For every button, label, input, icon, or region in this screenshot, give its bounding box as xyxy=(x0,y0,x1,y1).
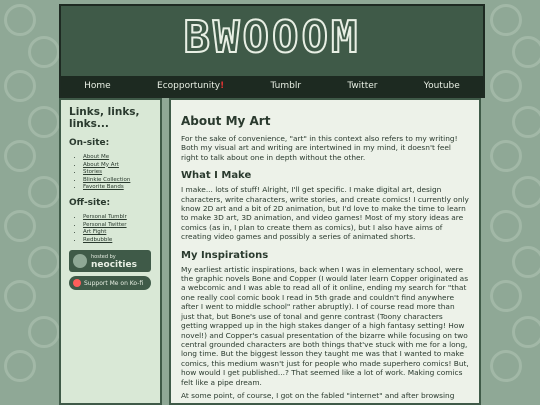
link-personal-tumblr[interactable]: Personal Tumblr xyxy=(83,213,127,220)
nav-youtube[interactable]: Youtube xyxy=(423,81,460,91)
page-title: About My Art xyxy=(181,114,271,128)
neocities-badge[interactable] xyxy=(69,250,151,272)
neocities-text xyxy=(91,253,137,269)
link-redbubble[interactable]: Redbubble xyxy=(83,236,113,243)
nav-ecopportunity-label: Ecopportunity xyxy=(157,81,221,91)
new-mark: ! xyxy=(220,81,225,91)
section-heading-what: What I Make xyxy=(181,170,252,182)
more-paragraph: At some point, of course, I got on the fabled "internet" and after browsing xyxy=(181,390,455,400)
link-stories[interactable]: Stories xyxy=(83,169,103,176)
what-paragraph: I make... lots of stuff! Alright, I'll get specific. I make digital art, design characters, write characters, write stories, and create comics! I currently only know 2D art and a bit of 2D animation, but I'd love to make the time to learn to make 3D art, 3D animation, and video games! Most of my story ideas are comics (as in, I plan to create them as comics), but I also have aims of creating video games and possibly a series of animated shorts. xyxy=(181,185,469,242)
main-nav xyxy=(61,76,483,96)
neocities-hosted-by: hosted by xyxy=(91,254,116,261)
offsite-list xyxy=(69,214,152,244)
link-favorite-bands[interactable]: Favorite Bands xyxy=(83,184,124,191)
link-about-my-art[interactable]: About My Art xyxy=(83,161,119,168)
neocities-cat-icon xyxy=(73,254,87,268)
sidebar xyxy=(59,98,162,405)
main-content xyxy=(169,98,481,405)
list-item xyxy=(83,222,152,230)
link-blinkie-collection[interactable]: Blinkie Collection xyxy=(83,176,131,183)
link-about-me[interactable]: About Me xyxy=(83,154,110,160)
neocities-name: neocities xyxy=(91,260,137,271)
link-personal-twitter[interactable]: Personal Twitter xyxy=(83,221,127,228)
list-item xyxy=(83,169,152,177)
nav-ecopportunity[interactable] xyxy=(157,81,224,91)
site-logo: BWOOOM xyxy=(183,12,361,63)
list-item xyxy=(83,214,152,222)
nav-home[interactable]: Home xyxy=(84,81,111,91)
kofi-button[interactable] xyxy=(69,276,151,290)
link-art-fight[interactable]: Art Fight xyxy=(83,229,107,236)
list-item xyxy=(83,229,152,237)
list-item xyxy=(83,162,152,170)
onsite-heading: On-site: xyxy=(69,138,110,148)
nav-twitter[interactable]: Twitter xyxy=(347,81,378,91)
section-heading-inspirations: My Inspirations xyxy=(181,249,269,261)
offsite-heading: Off-site: xyxy=(69,197,111,208)
list-item xyxy=(83,177,152,185)
kofi-cup-icon xyxy=(73,279,81,287)
nav-tumblr[interactable]: Tumblr xyxy=(270,81,302,91)
site-header xyxy=(59,4,485,98)
inspirations-paragraph: My earliest artistic inspirations, back when I was in elementary school, were the graphic novels Bone and Copper (I would later learn Copper originated as a webcomic and I was able to read all of it online, ending my search for "that one really cool comic book I read in 5th grade and couldn't find anywhere after I went to middle school" rather abruptly). I of course read more than just that, but Bone's use of tonal and genre contrast (Toony characters getting wrapped up in the high stakes danger of a high fantasy setting! How novel!) and Copper's casual presentation of the bizarre while focusing on two central grounded characters are both things that've stuck with me for a long, long time. But the biggest lesson they taught me was that I wanted to make comics, this medium wasn't just for people who made superhero comics! But, how would I get published...? That seemed like a lot of work. Making comics felt like a pipe dream. xyxy=(181,264,469,387)
list-item xyxy=(83,154,152,162)
kofi-label: Support Me on Ko-fi xyxy=(84,279,144,287)
list-item xyxy=(83,237,152,245)
onsite-list xyxy=(69,154,152,192)
intro-paragraph: For the sake of convenience, "art" in this context also refers to my writing! Both my visual art and writing are intertwined in my mind, it doesn't feel right to talk about one in depth without the other. xyxy=(181,134,458,162)
list-item xyxy=(83,184,152,192)
sidebar-title: Links, links, links... xyxy=(69,106,140,130)
